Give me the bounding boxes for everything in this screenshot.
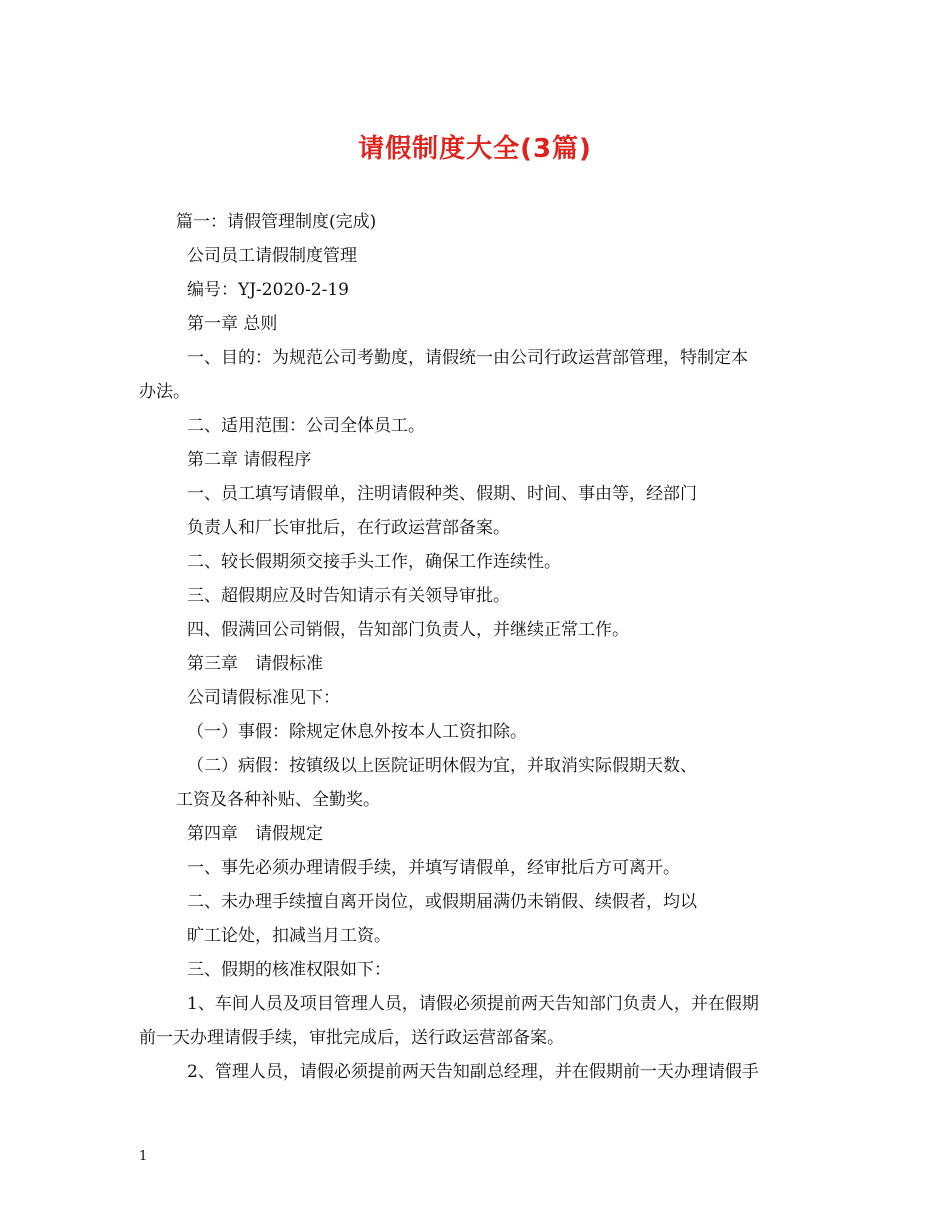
text-line: 一、事先必须办理请假手续，并填写请假单，经审批后方可离开。 <box>187 858 680 878</box>
text-line: 2、管理人员，请假必须提前两天告知副总经理，并在假期前一天办理请假手 <box>187 1062 759 1082</box>
document-title: 请假制度大全(3篇) <box>358 134 592 164</box>
text-line: 第二章 请假程序 <box>187 450 312 470</box>
text-line: 1、车间人员及项目管理人员，请假必须提前两天告知部门负责人，并在假期 <box>187 994 759 1014</box>
text-line: 公司请假标准见下： <box>187 688 340 708</box>
text-line: 工资及各种补贴、全勤奖。 <box>176 790 380 810</box>
text-line: 一、目的：为规范公司考勤度，请假统一由公司行政运营部管理，特制定本 <box>187 348 748 368</box>
text-line: 负责人和厂长审批后，在行政运营部备案。 <box>187 518 510 538</box>
text-line: 四、假满回公司销假，告知部门负责人，并继续正常工作。 <box>187 620 629 640</box>
text-line: 三、超假期应及时告知请示有关领导审批。 <box>187 586 510 606</box>
text-line: 第一章 总则 <box>187 314 278 334</box>
text-line: 办法。 <box>139 382 190 402</box>
text-line: （一）事假：除规定休息外按本人工资扣除。 <box>187 722 527 742</box>
text-line: 一、员工填写请假单，注明请假种类、假期、时间、事由等，经部门 <box>187 484 697 504</box>
text-line: 篇一：请假管理制度(完成) <box>176 212 377 232</box>
text-line: 公司员工请假制度管理 <box>187 246 357 266</box>
text-line: 二、适用范围：公司全体员工。 <box>187 416 425 436</box>
text-line: 编号：YJ-2020-2-19 <box>187 280 349 300</box>
text-line: 第三章 请假标准 <box>187 654 323 674</box>
text-line: 二、未办理手续擅自离开岗位，或假期届满仍未销假、续假者，均以 <box>187 892 697 912</box>
text-line: 前一天办理请假手续，审批完成后，送行政运营部备案。 <box>139 1028 564 1048</box>
text-line: 二、较长假期须交接手头工作，确保工作连续性。 <box>187 552 561 572</box>
text-line: 旷工论处，扣减当月工资。 <box>187 926 391 946</box>
text-line: （二）病假：按镇级以上医院证明休假为宜，并取消实际假期天数、 <box>187 756 697 776</box>
page-number: 1 <box>139 1149 148 1164</box>
text-line: 三、假期的核准权限如下： <box>187 960 391 980</box>
text-line: 第四章 请假规定 <box>187 824 323 844</box>
